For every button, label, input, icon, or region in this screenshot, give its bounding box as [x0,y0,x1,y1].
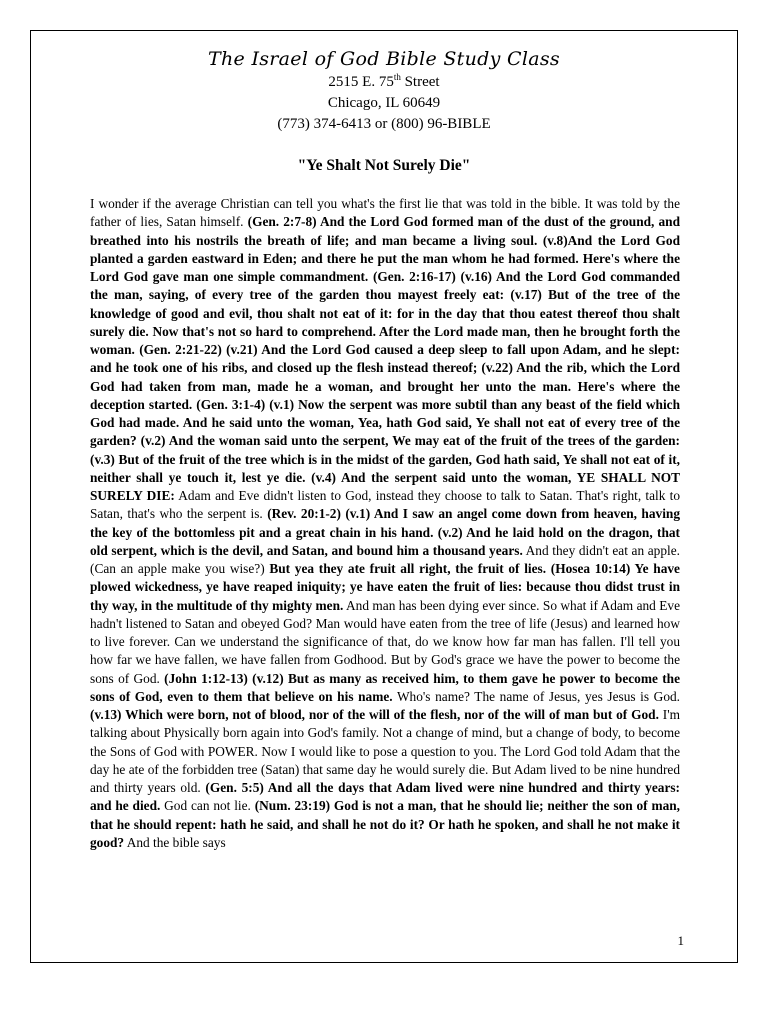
address-ordinal-suffix: th [393,72,401,82]
page-number: 1 [677,933,684,948]
scripture-quote: (Num. 23:19) God is not a man, that he should lie; neither the son of man, that he should repent: hath he said, and shall he not do it? Or hath he spoken, and shall he not make it good? [90,798,680,850]
address-street-name: Street [400,74,440,90]
address-city: Chicago, IL 60649 [327,95,441,111]
commentary-text: I'm talking about Physically born again into God's family. Not a change of mind, but a change of body, to become the Sons of God with POWER. Now I would like to pose a question to you. The Lord God told Adam that the day he ate of the forbidden tree (Satan) that same day he would surely die. But Adam lived to be nine hundred and thirty years old. [90,707,680,795]
address-street [30,72,738,93]
address-street-number: 2515 E. 75 [328,74,394,90]
scripture-quote: But yea they ate fruit all right, the fruit of lies. (Hosea 10:14) Ye have plowed wickedness, ye have reaped iniquity; ye have eaten the fruit of lies: because thou didst trust in thy way, in the multitude of thy mighty men. [90,561,680,613]
scripture-quote: (Rev. 20:1-2) (v.1) And I saw an angel come down from heaven, having the key of the bottomless pit and a great chain in his hand. (v.2) And he laid hold on the dragon, that old serpent, which is the devil, and Satan, and bound him a thousand years. [90,506,680,558]
document-title: "Ye Shalt Not Surely Die" [297,157,471,174]
commentary-text: Adam and Eve didn't listen to God, instead they choose to talk to Satan. That's right, talk to Satan, that's who the serpent is. [90,488,681,522]
phone-numbers: (773) 374-6413 or (800) 96-BIBLE [277,116,491,132]
letterhead [30,46,738,135]
commentary-text: God can not lie. [160,798,255,814]
scripture-quote: (Gen. 5:5) And all the days that Adam lived were nine hundred and thirty years: and he died. [90,780,680,814]
commentary-text: Who's name? The name of Jesus, yes Jesus is God. [392,688,680,704]
scripture-quote: (John 1:12-13) (v.12) But as many as received him, to them gave he power to become the sons of God, even to them that believe on his name. [90,670,680,704]
commentary-text: And man has been dying ever since. So what if Adam and Eve hadn't listened to Satan and obeyed God? Man would have eaten from the tree of life (Jesus) and learned how to live forever. Can we understand the significance of that, do we know how far man has fallen. I'll tell you how far we have fallen, we have fallen from Godhood. But by God's grace we have the power to become the sons of God. [90,597,680,686]
scripture-quote: (Gen. 2:7-8) And the Lord God formed man of the dust of the ground, and breathed into his nostrils the breath of life; and man became a living soul. (v.8)And the Lord God planted a garden eastward in Eden; and there he put the man whom he had formed. Here's where the Lord God gave man one simple commandment. (Gen. 2:16-17) (v.16) And the Lord God commanded the man, saying, of every tree of the garden thou mayest freely eat: (v.17) But of the tree of the knowledge of good and evil, thou shalt not eat of it: for in the day that thou eatest thereof thou shalt surely die. Now that's not so hard to comprehend. After the Lord made man, then he brought forth the woman. (Gen. 2:21-22) (v.21) And the Lord God caused a deep sleep to fall upon Adam, and he slept: and he took one of his ribs, and closed up the flesh instead thereof; (v.22) And the rib, which the Lord God had taken from man, made he a woman, and brought her unto the man. Here's where the deception started. (Gen. 3:1-4) (v.1) Now the serpent was more subtil than any beast of the field which God had made. And he said unto the woman, Yea, hath God said, Ye shall not eat of every tree of the garden? (v.2) And the woman said unto the serpent, We may eat of the fruit of the trees of the garden: (v.3) But of the fruit of the tree which is in the midst of the garden, God hath said, Ye shall not eat of it, neither shall ye touch it, lest ye die. (v.4) And the serpent said unto the woman, YE SHALL NOT SURELY DIE: [90,214,680,503]
organization-title: The Israel of God Bible Study Class [208,48,560,70]
body-paragraph [90,195,680,852]
commentary-text: And the bible says [124,834,226,850]
commentary-text: And they didn't eat an apple. (Can an apple make you wise?) [90,542,680,576]
commentary-text: I wonder if the average Christian can tell you what's the first lie that was told in the bible. It was told by the father of lies, Satan himself. [90,196,680,230]
scripture-quote: (v.13) Which were born, not of blood, nor of the will of the flesh, nor of the will of man but of God. [90,707,659,722]
